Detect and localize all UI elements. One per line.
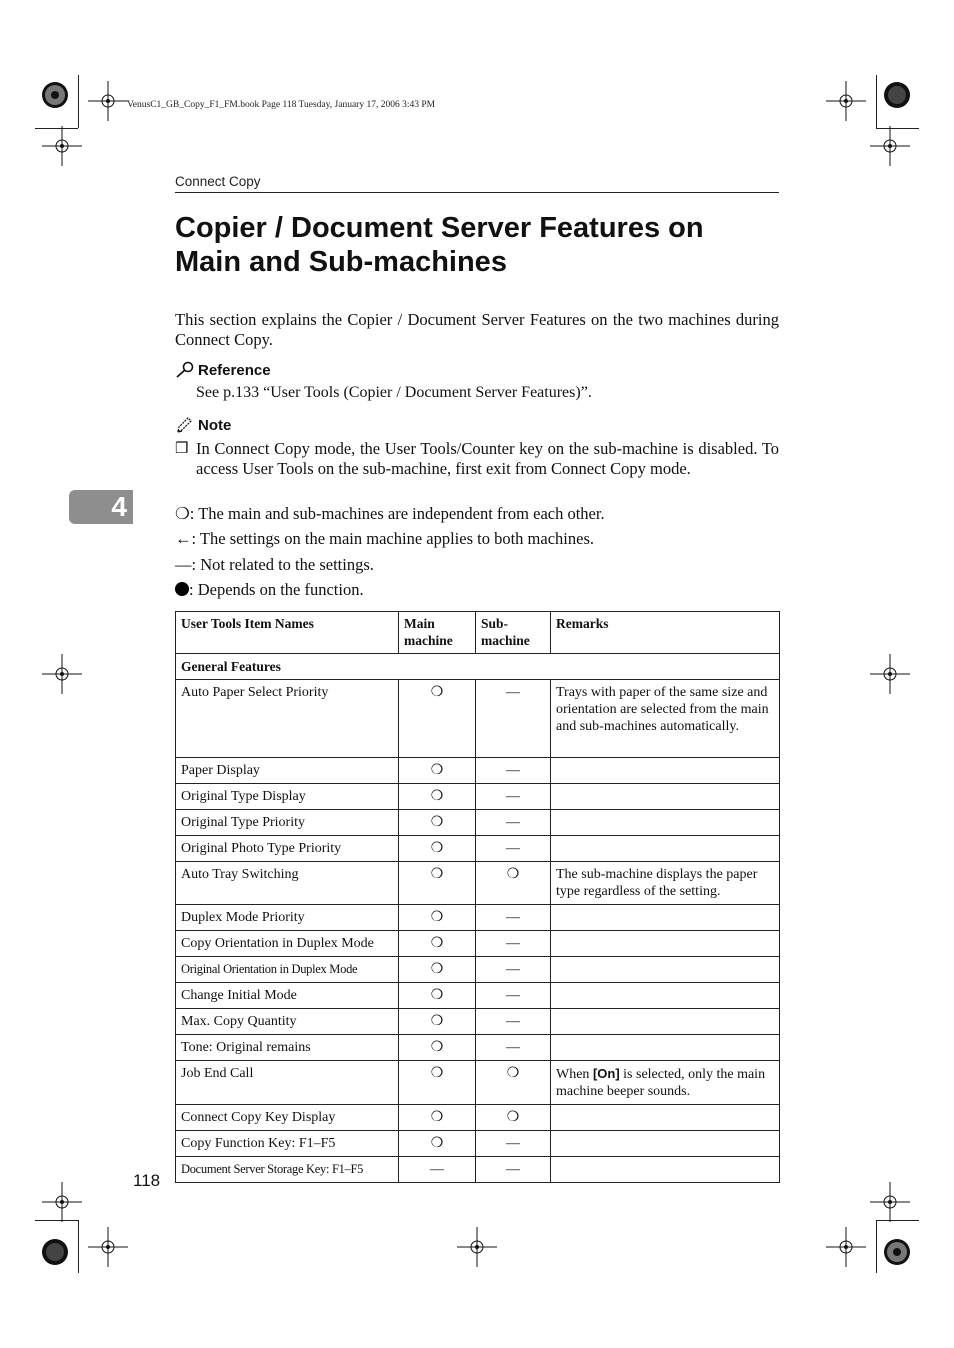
remarks: Trays with paper of the same size and orientation are selected from the main and sub-machines automatically.: [551, 680, 780, 758]
table-row: [176, 1035, 780, 1061]
crop-line: [35, 128, 78, 129]
crop-line: [876, 1220, 919, 1221]
legend-bullet-text: : Depends on the function.: [189, 580, 364, 599]
legend-dash: —: Not related to the settings.: [175, 555, 374, 574]
registration-mark-icon: [35, 1232, 75, 1272]
table-row: [176, 1061, 780, 1105]
intro-paragraph: This section explains the Copier / Document Server Features on the two machines during Connect Copy.: [175, 310, 779, 349]
sub-value: —: [476, 931, 551, 957]
item-name: Original Type Display: [176, 784, 399, 810]
sub-value: —: [476, 1009, 551, 1035]
sub-value: ❍: [476, 862, 551, 905]
item-name: Max. Copy Quantity: [176, 1009, 399, 1035]
reference-heading: [175, 361, 271, 379]
sub-value: ❍: [476, 1105, 551, 1131]
sub-value: —: [476, 1131, 551, 1157]
magnifier-icon: [175, 361, 195, 379]
main-value: ❍: [399, 1061, 476, 1105]
crosshair-mark-icon: [870, 654, 910, 694]
item-name: Connect Copy Key Display: [176, 1105, 399, 1131]
column-header: Sub- machine: [476, 612, 551, 654]
remarks: [551, 905, 780, 931]
remarks: [551, 1131, 780, 1157]
remarks: [551, 1105, 780, 1131]
remarks: [551, 1009, 780, 1035]
sub-value: —: [476, 1035, 551, 1061]
sub-value: —: [476, 983, 551, 1009]
registration-mark-icon: [877, 75, 917, 115]
table-row: [176, 1131, 780, 1157]
main-value: ❍: [399, 957, 476, 983]
item-name: Change Initial Mode: [176, 983, 399, 1009]
table-row: [176, 1105, 780, 1131]
remarks: [551, 957, 780, 983]
column-header: Remarks: [551, 612, 780, 654]
note-item: [175, 439, 779, 479]
legend-circle: ❍: The main and sub-machines are independent from each other.: [175, 504, 605, 523]
registration-mark-icon: [877, 1232, 917, 1272]
table-section-row: [176, 654, 780, 680]
main-value: ❍: [399, 931, 476, 957]
legend-arrow: ←: The settings on the main machine applies to both machines.: [175, 529, 594, 548]
crop-line: [876, 128, 919, 129]
main-value: ❍: [399, 1009, 476, 1035]
pencil-icon: [175, 416, 195, 434]
sub-value: ❍: [476, 1061, 551, 1105]
running-head: Connect Copy: [175, 174, 261, 189]
remarks: When [On] is selected, only the main machine beeper sounds.: [551, 1061, 780, 1105]
remarks: [551, 1035, 780, 1061]
sub-value: —: [476, 810, 551, 836]
sub-value: —: [476, 836, 551, 862]
chapter-tab: 4: [69, 490, 133, 524]
note-heading-label: Note: [198, 416, 232, 434]
sub-value: —: [476, 758, 551, 784]
features-table: [175, 611, 780, 1183]
table-row: [176, 680, 780, 758]
item-name: Auto Tray Switching: [176, 862, 399, 905]
item-name: Tone: Original remains: [176, 1035, 399, 1061]
item-name: Copy Orientation in Duplex Mode: [176, 931, 399, 957]
table-row: [176, 758, 780, 784]
remarks: [551, 1157, 780, 1183]
sub-value: —: [476, 680, 551, 758]
item-name: Duplex Mode Priority: [176, 905, 399, 931]
crop-line: [876, 75, 877, 128]
note-heading: [175, 416, 231, 434]
main-value: ❍: [399, 836, 476, 862]
key-label: [On]: [592, 1066, 620, 1081]
crosshair-mark-icon: [870, 1182, 910, 1222]
crop-line: [78, 75, 79, 128]
crop-line: [35, 1220, 78, 1221]
main-value: —: [399, 1157, 476, 1183]
reference-heading-label: Reference: [198, 361, 271, 379]
file-header: VenusC1_GB_Copy_F1_FM.book Page 118 Tuesday, January 17, 2006 3:43 PM: [127, 100, 436, 110]
item-name: Original Type Priority: [176, 810, 399, 836]
remarks: [551, 836, 780, 862]
page-number: 118: [133, 1171, 161, 1190]
table-row: [176, 862, 780, 905]
item-name: Copy Function Key: F1–F5: [176, 1131, 399, 1157]
page-title: [175, 211, 795, 279]
note-item-text: In Connect Copy mode, the User Tools/Counter key on the sub-machine is disabled. To access User Tools on the sub-machine, first exit from Connect Copy mode.: [196, 439, 779, 478]
legend-bullet: [175, 580, 364, 600]
sub-value: —: [476, 905, 551, 931]
table-row: [176, 836, 780, 862]
table-row: [176, 810, 780, 836]
table-row: [176, 957, 780, 983]
table-row: [176, 983, 780, 1009]
sub-value: —: [476, 1157, 551, 1183]
main-value: ❍: [399, 784, 476, 810]
item-name: Document Server Storage Key: F1–F5: [176, 1157, 399, 1183]
page-title-line: Main and Sub-machines: [175, 246, 507, 278]
filled-circle-icon: [175, 582, 189, 596]
page-title-line: Copier / Document Server Features on: [175, 212, 704, 244]
crop-line: [876, 1220, 877, 1273]
crosshair-mark-icon: [870, 126, 910, 166]
crosshair-mark-icon: [826, 1227, 866, 1267]
main-value: ❍: [399, 758, 476, 784]
main-value: ❍: [399, 810, 476, 836]
remarks: [551, 784, 780, 810]
item-name: Job End Call: [176, 1061, 399, 1105]
column-header: Main machine: [399, 612, 476, 654]
table-row: [176, 931, 780, 957]
remarks: [551, 983, 780, 1009]
table-row: [176, 784, 780, 810]
crosshair-mark-icon: [457, 1227, 497, 1267]
crosshair-mark-icon: [42, 1182, 82, 1222]
checkbox-icon: ❒: [175, 441, 189, 457]
remarks: [551, 931, 780, 957]
item-name: Auto Paper Select Priority: [176, 680, 399, 758]
crosshair-mark-icon: [42, 126, 82, 166]
sub-value: —: [476, 957, 551, 983]
table-row: [176, 905, 780, 931]
crop-line: [78, 1220, 79, 1273]
crosshair-mark-icon: [826, 81, 866, 121]
main-value: ❍: [399, 862, 476, 905]
main-value: ❍: [399, 680, 476, 758]
section-label: General Features: [176, 654, 780, 680]
main-value: ❍: [399, 983, 476, 1009]
crosshair-mark-icon: [88, 81, 128, 121]
header-rule: [175, 192, 779, 193]
main-value: ❍: [399, 1035, 476, 1061]
remarks: [551, 810, 780, 836]
remarks: [551, 758, 780, 784]
table-row: [176, 1157, 780, 1183]
sub-value: —: [476, 784, 551, 810]
main-value: ❍: [399, 1131, 476, 1157]
column-header: User Tools Item Names: [176, 612, 399, 654]
item-name: Original Orientation in Duplex Mode: [176, 957, 399, 983]
main-value: ❍: [399, 1105, 476, 1131]
crosshair-mark-icon: [42, 654, 82, 694]
reference-text: See p.133 “User Tools (Copier / Document Server Features)”.: [196, 384, 592, 401]
remarks: The sub-machine displays the paper type regardless of the setting.: [551, 862, 780, 905]
registration-mark-icon: [35, 75, 75, 115]
crosshair-mark-icon: [88, 1227, 128, 1267]
item-name: Paper Display: [176, 758, 399, 784]
main-value: ❍: [399, 905, 476, 931]
item-name: Original Photo Type Priority: [176, 836, 399, 862]
table-row: [176, 1009, 780, 1035]
table-header-row: [176, 612, 780, 654]
